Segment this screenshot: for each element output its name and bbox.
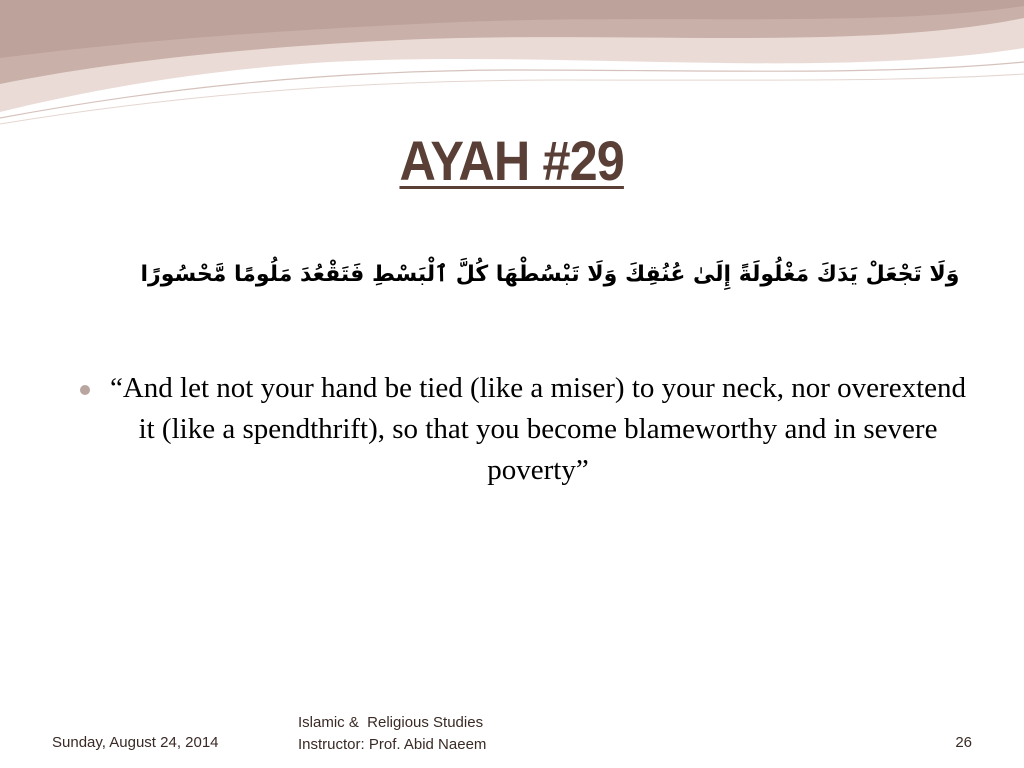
footer-course-info xyxy=(298,712,486,756)
slide-title-text: AYAH #29 xyxy=(399,129,625,192)
footer-course-line-1: Islamic & Religious Studies xyxy=(298,714,484,731)
bullet-dot-icon xyxy=(80,385,90,395)
bullet-item xyxy=(80,368,970,491)
footer-date: Sunday, August 24, 2014 xyxy=(52,734,219,751)
slide-title xyxy=(0,128,1024,193)
verse-translation: “And let not your hand be tied (like a miser) to your neck, nor overextend it (like a spendthrift), so that you become blameworthy and in severe poverty” xyxy=(109,372,967,486)
footer-course-line-2: Instructor: Prof. Abid Naeem xyxy=(298,736,487,753)
footer-page-number: 26 xyxy=(955,734,972,751)
arabic-verse: وَلَا تَجْعَلْ يَدَكَ مَغْلُولَةً إِلَىٰ عُنُقِكَ وَلَا تَبْسُطْهَا كُلَّ ٱلْبَسْطِ فَتَقْعُدَ مَلُومًا مَّحْسُورًا xyxy=(140,262,960,287)
header-swoosh-decoration xyxy=(0,0,1024,140)
